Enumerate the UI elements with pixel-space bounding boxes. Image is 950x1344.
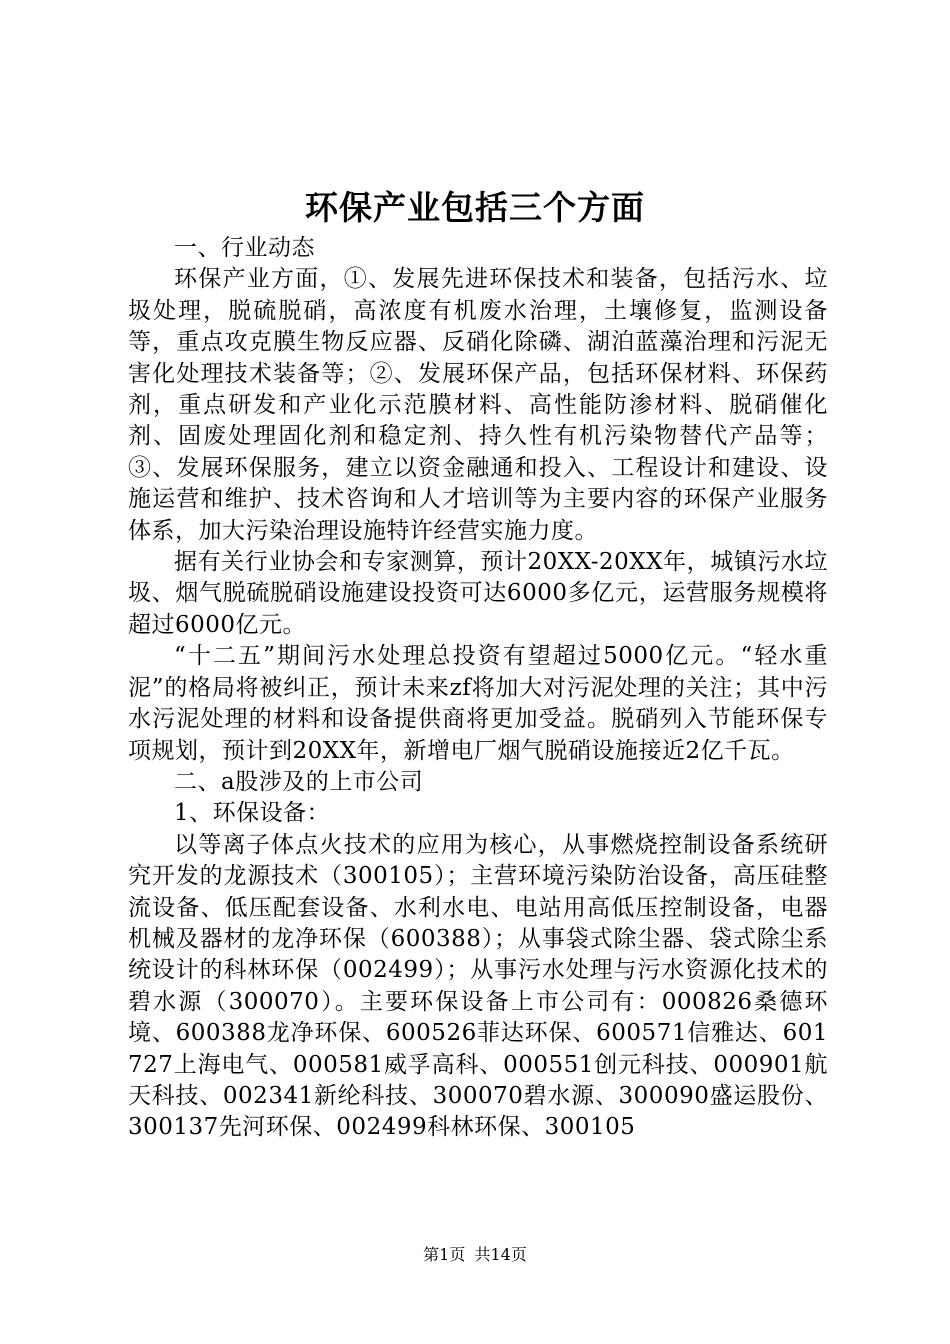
page-total: 共14页 <box>474 1245 527 1264</box>
section-heading-industry-news: 一、行业动态 <box>174 235 315 261</box>
page-footer <box>0 1245 950 1265</box>
paragraph-industry-aspects: 环保产业方面，①、发展先进环保技术和装备，包括污水、垃圾处理，脱硫脱硝，高浓度有机废水治理，土壤修复，监测设备等，重点攻克膜生物反应器、反硝化除磷、湖泊蓝藻治理和污泥无害化处理技术装备等；②、发展环保产品，包括环保材料、环保药剂，重点研发和产业化示范膜材料、高性能防渗材料、脱硝催化剂、固废处理固化剂和稳定剂、持久性有机污染物替代产品等；③、发展环保服务，建立以资金融通和投入、工程设计和建设、设施运营和维护、技术咨询和人才培训等为主要内容的环保产业服务体系，加大污染治理设施特许经营实施力度。 <box>128 266 828 544</box>
document-title: 环保产业包括三个方面 <box>305 188 645 227</box>
paragraph-investment-estimate: 据有关行业协会和专家测算，预计20XX-20XX年，城镇污水垃圾、烟气脱硫脱硝设施建设投资可达6000多亿元，运营服务规模将超过6000亿元。 <box>128 549 828 638</box>
subheading-equipment: 1、环保设备： <box>174 800 331 827</box>
page-number: 第1页 <box>423 1245 466 1264</box>
document-body <box>128 233 828 1144</box>
section-heading-listed-companies: 二、a股涉及的上市公司 <box>174 768 424 795</box>
paragraph-equipment-companies: 以等离子体点火技术的应用为核心，从事燃烧控制设备系统研究开发的龙源技术（300105）；主营环境污染防治设备，高压硅整流设备、低压配套设备、水利水电、电站用高低压控制设备，电器机械及器材的龙净环保（600388）；从事袋式除尘器、袋式除尘系统设计的科林环保（002499）；从事污水处理与污水资源化技术的碧水源（300070）。主要环保设备上市公司有：000826桑德环境、600388龙净环保、600526菲达环保、600571信雅达、601727上海电气、000581威孚高科、000551创元科技、000901航天科技、002341新纶科技、300070碧水源、300090盛运股份、300137先河环保、002499科林环保、300105 <box>128 831 828 1141</box>
paragraph-five-year-plan: “十二五”期间污水处理总投资有望超过5000亿元。“轻水重泥”的格局将被纠正，预计未来zf将加大对污泥处理的关注；其中污水污泥处理的材料和设备提供商将更加受益。脱硝列入节能环保专项规划，预计到20XX年，新增电厂烟气脱硝设施接近2亿千瓦。 <box>128 643 828 764</box>
